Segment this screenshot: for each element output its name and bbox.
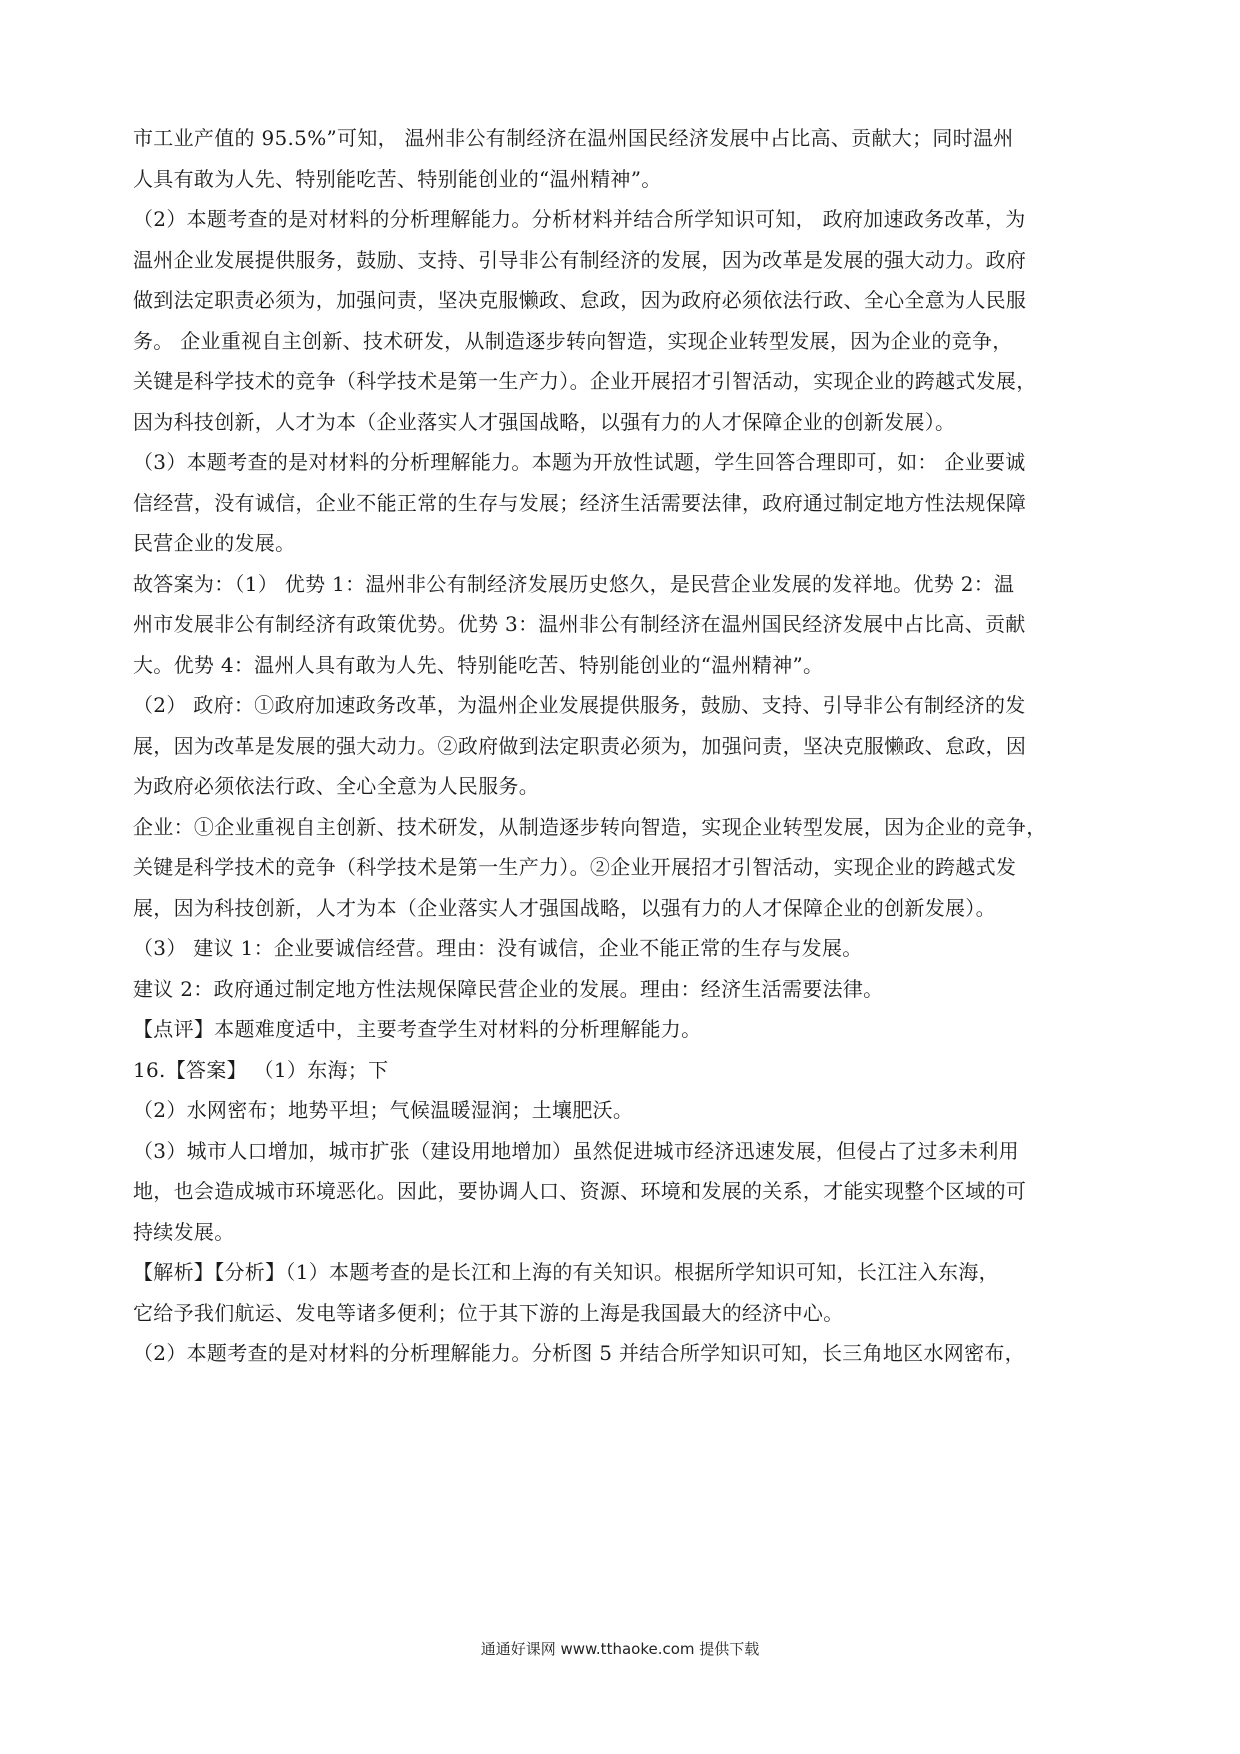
text-line: （2）水网密布；地势平坦；气候温暖湿润；土壤肥沃。	[133, 1098, 634, 1122]
document-body	[133, 118, 1108, 1374]
text-line: 市工业产值的 95.5%”可知， 温州非公有制经济在温州国民经济发展中占比高、贡献大；同时温州	[133, 126, 1014, 150]
text-line: 展，因为改革是发展的强大动力。②政府做到法定职责必须为，加强问责，坚决克服懒政、怠政，因	[133, 733, 1027, 758]
text-line: 民营企业的发展。	[133, 531, 296, 555]
text-line: 温州企业发展提供服务，鼓励、支持、引导非公有制经济的发展，因为改革是发展的强大动力。政府	[133, 247, 1027, 272]
text-line: 做到法定职责必须为，加强问责，坚决克服懒政、怠政，因为政府必须依法行政、全心全意为人民服	[133, 288, 1027, 312]
text-line: 大。优势 4：温州人具有敢为人先、特别能吃苦、特别能创业的“温州精神”。	[133, 652, 824, 677]
text-line: 【点评】本题难度适中，主要考查学生对材料的分析理解能力。	[133, 1017, 702, 1041]
text-line: 为政府必须依法行政、全心全意为人民服务。	[133, 774, 539, 798]
text-line: 因为科技创新，人才为本（企业落实人才强国战略，以强有力的人才保障企业的创新发展）。	[133, 409, 956, 434]
text-line: 关键是科学技术的竞争（科学技术是第一生产力）。企业开展招才引智活动，实现企业的跨越式发展，	[133, 369, 1037, 393]
text-line: 关键是科学技术的竞争（科学技术是第一生产力）。②企业开展招才引智活动，实现企业的跨越式发	[133, 855, 1017, 879]
text-line: 【解析】【分析】（1）本题考查的是长江和上海的有关知识。根据所学知识可知，长江注入东海，	[133, 1260, 999, 1284]
text-line: 展，因为科技创新，人才为本（企业落实人才强国战略，以强有力的人才保障企业的创新发展）。	[133, 895, 996, 920]
text-line: 故答案为：（1） 优势 1：温州非公有制经济发展历史悠久，是民营企业发展的发祥地。优势 2：温	[133, 571, 1015, 596]
text-line: 地，也会造成城市环境恶化。因此，要协调人口、资源、环境和发展的关系，才能实现整个区域的可	[133, 1179, 1027, 1203]
text-line: 企业：①企业重视自主创新、技术研发，从制造逐步转向智造，实现企业转型发展，因为企业的竞争，	[133, 814, 1047, 839]
text-line: 人具有敢为人先、特别能吃苦、特别能创业的“温州精神”。	[133, 166, 662, 191]
text-line: （2）本题考查的是对材料的分析理解能力。分析材料并结合所学知识可知， 政府加速政务改革，为	[133, 207, 1026, 231]
text-line: （3）城市人口增加，城市扩张（建设用地增加）虽然促进城市经济迅速发展，但侵占了过多未利用	[133, 1138, 1019, 1163]
text-line: （3） 建议 1：企业要诚信经营。理由：没有诚信，企业不能正常的生存与发展。	[133, 936, 863, 960]
text-line: 信经营，没有诚信，企业不能正常的生存与发展；经济生活需要法律，政府通过制定地方性法规保障	[133, 490, 1027, 515]
page-footer: 通通好课网 www.tthaoke.com 提供下载	[480, 1640, 760, 1658]
text-line: 16.【答案】 （1）东海；下	[133, 1057, 389, 1082]
text-line: （2） 政府：①政府加速政务改革，为温州企业发展提供服务，鼓励、支持、引导非公有制经济的发	[133, 693, 1026, 717]
text-line: 务。 企业重视自主创新、技术研发，从制造逐步转向智造，实现企业转型发展，因为企业的竞争，	[133, 328, 1013, 353]
text-line: （3）本题考查的是对材料的分析理解能力。本题为开放性试题，学生回答合理即可，如： 企业要诚	[133, 450, 1026, 474]
text-line: 持续发展。	[133, 1219, 235, 1244]
text-line: 建议 2：政府通过制定地方性法规保障民营企业的发展。理由：经济生活需要法律。	[133, 976, 884, 1001]
text-line: 它给予我们航运、发电等诸多便利；位于其下游的上海是我国最大的经济中心。	[133, 1300, 844, 1325]
text-line: （2）本题考查的是对材料的分析理解能力。分析图 5 并结合所学知识可知，长三角地区水网密布，	[133, 1341, 1025, 1365]
text-line: 州市发展非公有制经济有政策优势。优势 3：温州非公有制经济在温州国民经济发展中占比高、贡献	[133, 612, 1026, 636]
